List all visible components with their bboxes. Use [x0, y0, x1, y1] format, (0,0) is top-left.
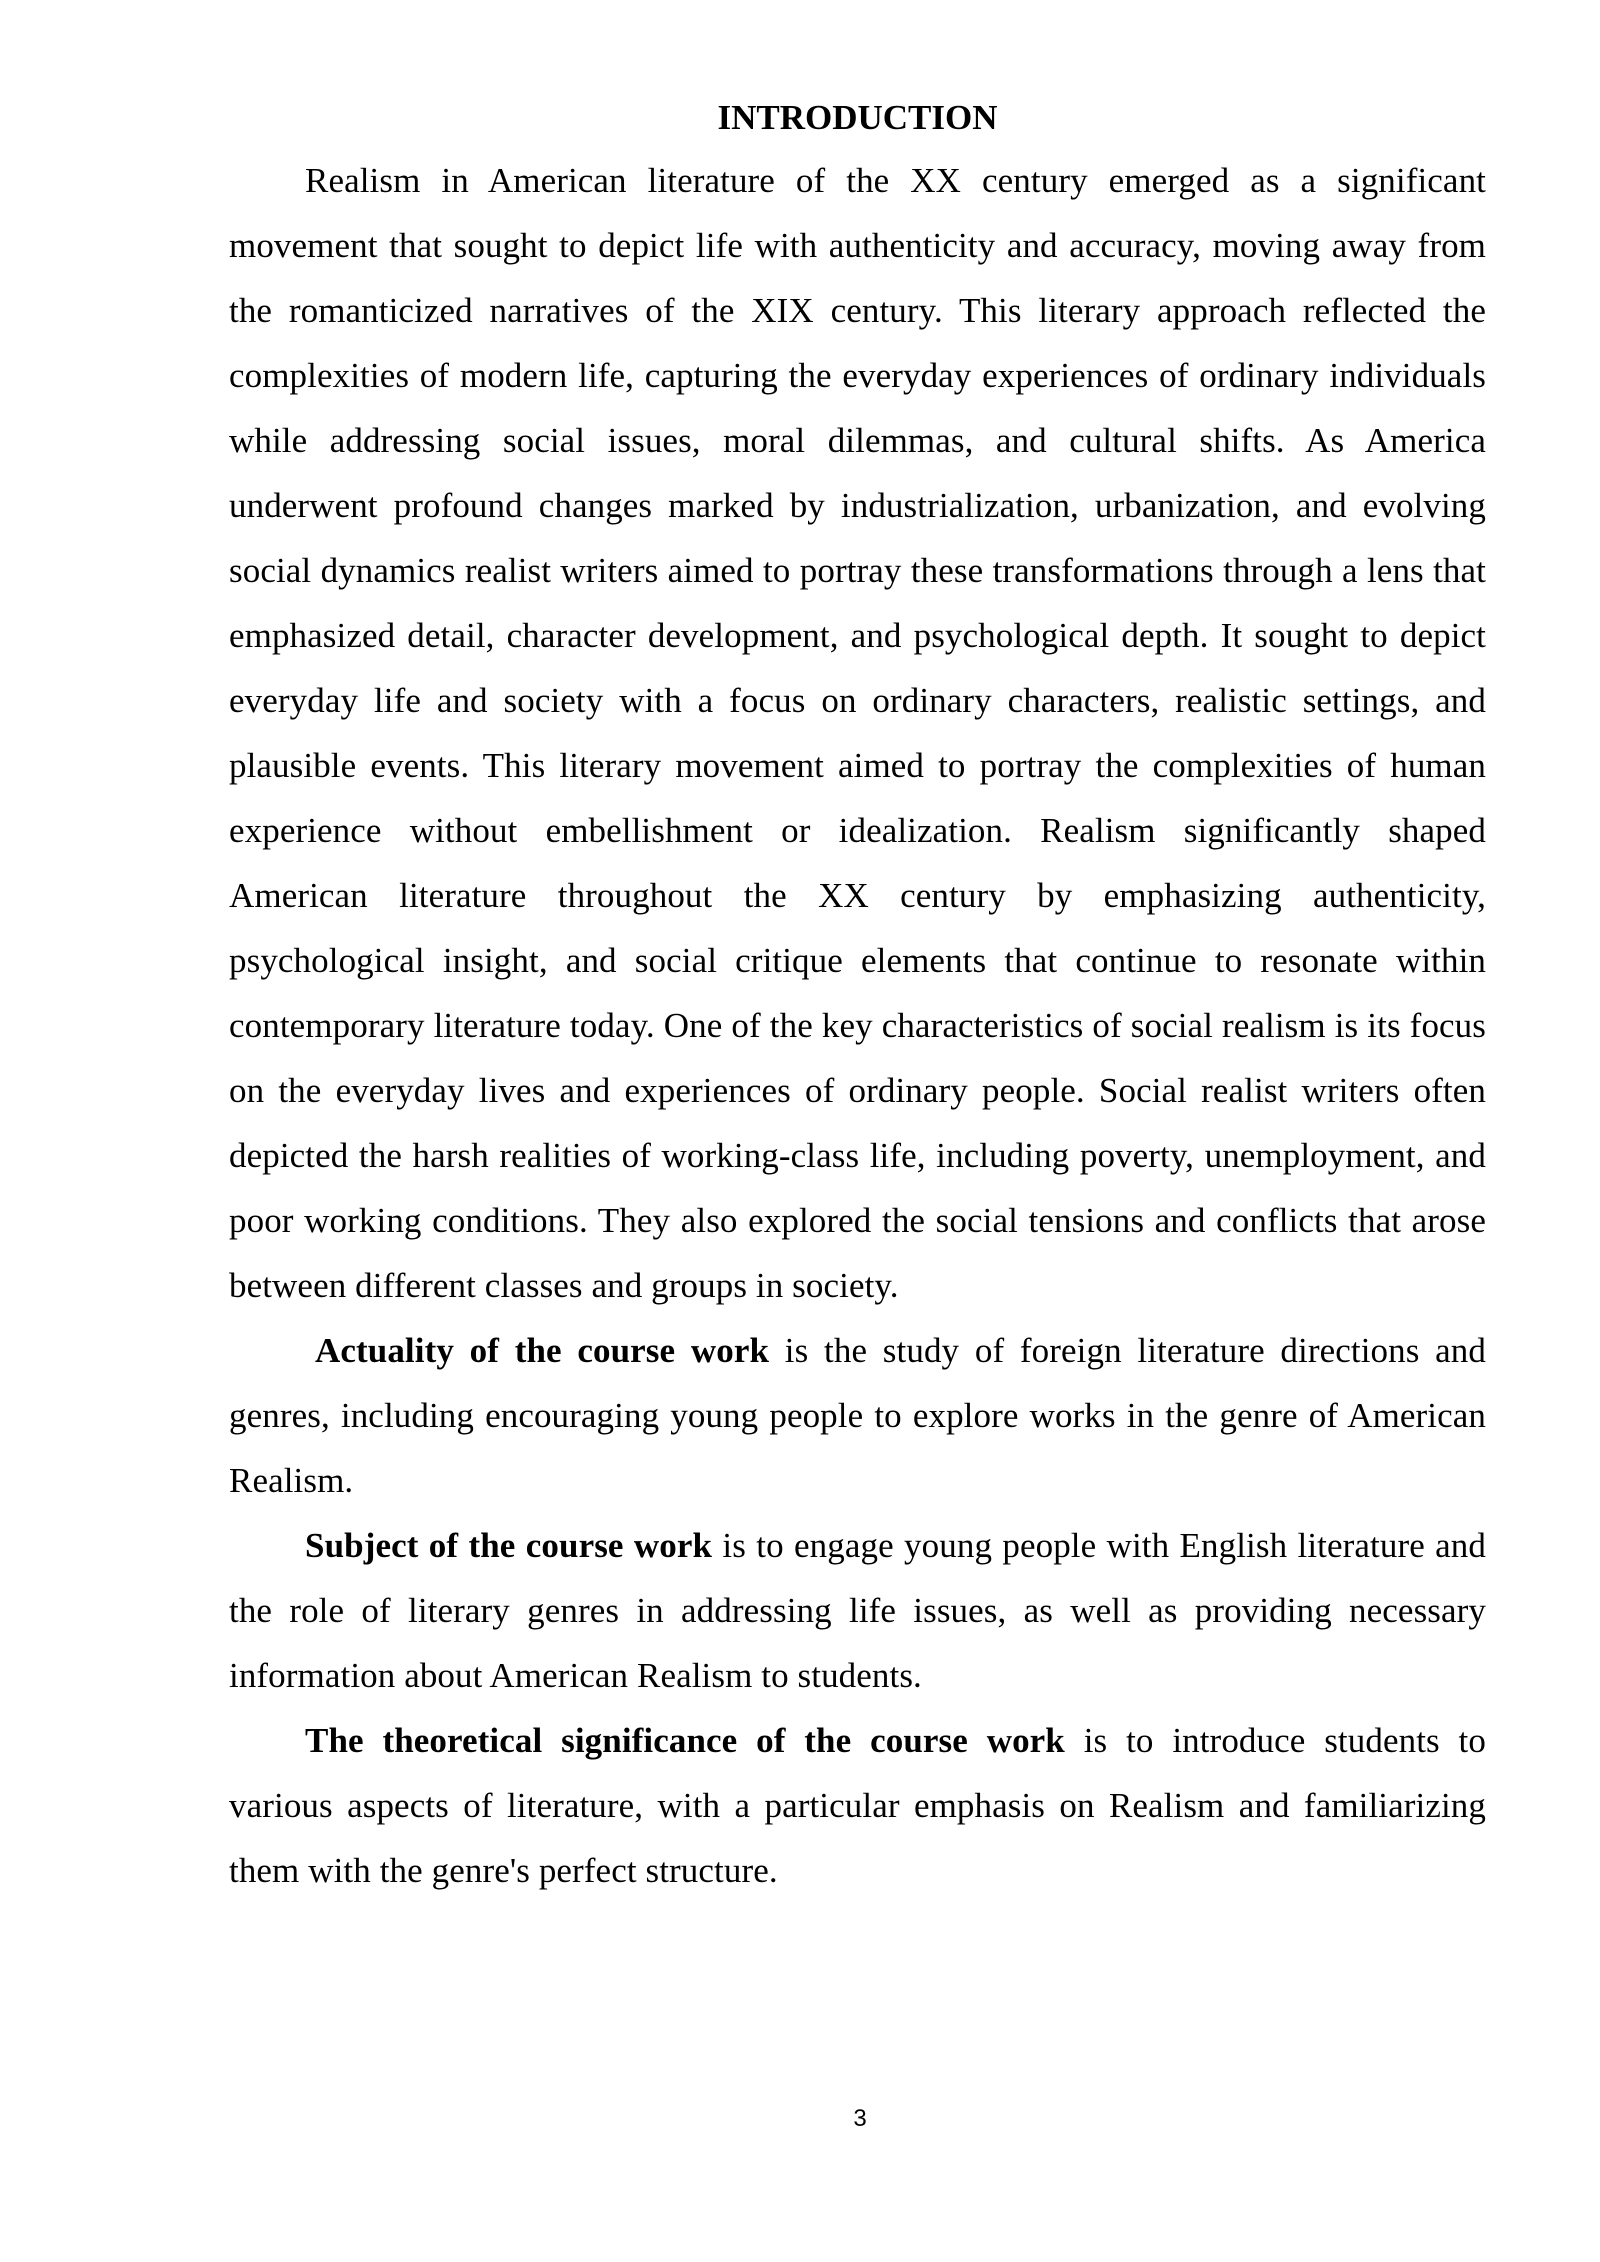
page-number: 3: [853, 2105, 867, 2132]
section-heading: INTRODUCTION: [717, 98, 998, 137]
actuality-paragraph: [229, 1318, 1486, 1513]
actuality-text: is the study of foreign literature directions and genres, including encouraging young people to explore works in the genre of American Realism.: [229, 1331, 1486, 1500]
intro-paragraph: Realism in American literature of the XX century emerged as a significant movement that sought to depict life with authenticity and accuracy, moving away from the romanticized narratives of the XIX century. This literary approach reflected the complexities of modern life, capturing the everyday experiences of ordinary individuals while addressing social issues, moral dilemmas, and cultural shifts. As America underwent profound changes marked by industrialization, urbanization, and evolving social dynamics realist writers aimed to portray these transformations through a lens that emphasized detail, character development, and psychological depth. It sought to depict everyday life and society with a focus on ordinary characters, realistic settings, and plausible events. This literary movement aimed to portray the complexities of human experience without embellishment or idealization. Realism significantly shaped American literature throughout the XX century by emphasizing authenticity, psychological insight, and social critique elements that continue to resonate within contemporary literature today. One of the key characteristics of social realism is its focus on the everyday lives and experiences of ordinary people. Social realist writers often depicted the harsh realities of working-class life, including poverty, unemployment, and poor working conditions. They also explored the social tensions and conflicts that arose between different classes and groups in society.: [229, 161, 1486, 1305]
subject-paragraph: [229, 1513, 1486, 1708]
actuality-lead: Actuality of the course work: [315, 1331, 770, 1370]
page-content: [229, 92, 1486, 1903]
theoretical-lead: The theoretical significance of the course work: [305, 1721, 1065, 1760]
theoretical-text: is to introduce students to various aspects of literature, with a particular emphasis on Realism and familiarizing them with the genre's perfect structure.: [229, 1721, 1486, 1890]
subject-text: is to engage young people with English literature and the role of literary genres in addressing life issues, as well as providing necessary information about American Realism to students.: [229, 1526, 1486, 1695]
theoretical-paragraph: [229, 1708, 1486, 1903]
subject-lead: Subject of the course work: [305, 1526, 713, 1565]
